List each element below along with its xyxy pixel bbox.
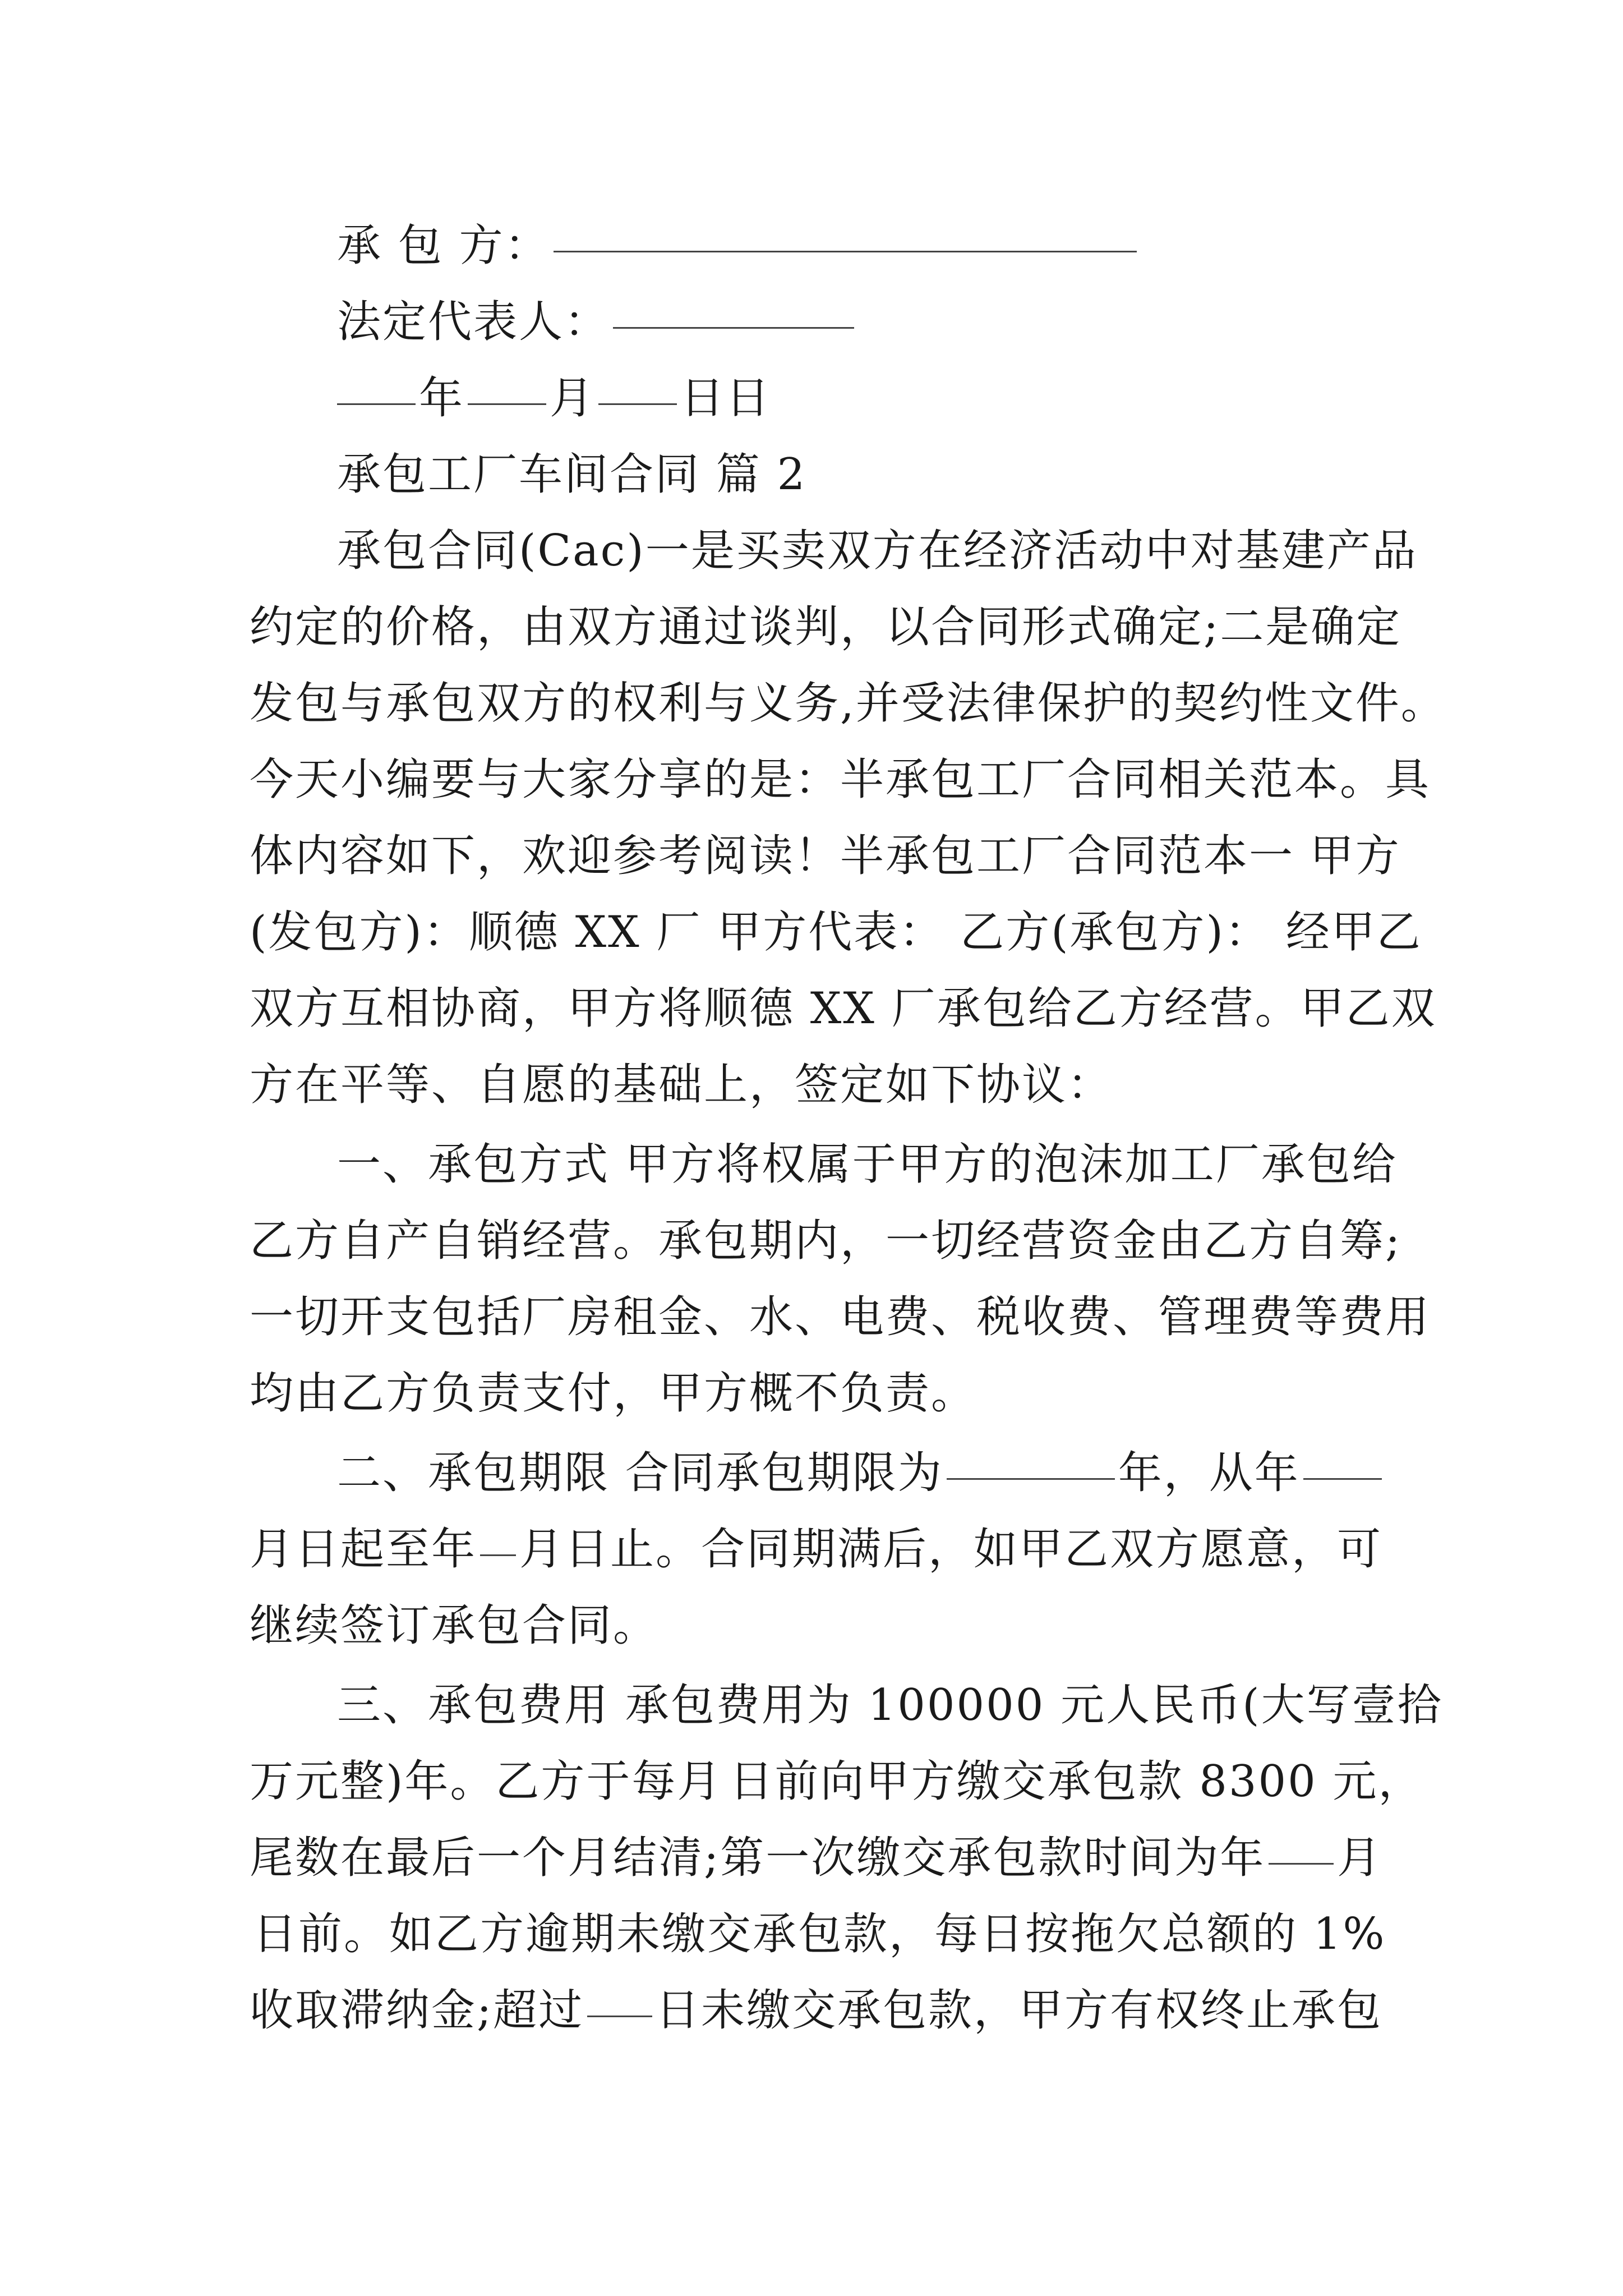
date-line — [250, 360, 1382, 436]
clause-2-line-2 — [250, 1511, 1382, 1588]
month-label: 月 — [550, 373, 596, 424]
first-payment-month-blank — [1269, 1852, 1334, 1865]
clause-3-line-4 — [250, 1896, 1386, 1972]
document-page — [250, 208, 1446, 2049]
intro-line: 方在平等、自愿的基础上，签定如下协议： — [250, 1060, 1113, 1110]
intro-line: 双方互相协商，甲方将顺德 XX 厂承包给乙方经营。甲乙双 — [250, 983, 1437, 1034]
clause-1 — [250, 1126, 1431, 1432]
intro-line: (发包方)：顺德 XX 厂 甲方代表： 乙方(承包方)： 经甲乙 — [250, 907, 1422, 958]
clause-1-line: 乙方自产自销经营。承包期内，一切经营资金由乙方自筹; — [250, 1216, 1402, 1266]
clause-3 — [250, 1667, 1443, 2049]
day-label: 日日 — [680, 373, 772, 424]
clause-2-text-b: 年，从年 — [1118, 1448, 1300, 1498]
clause-3-line-5 — [250, 1972, 1382, 2049]
clause-3-text-a: 万元整)年。乙方于每月 — [250, 1756, 723, 1807]
section-title: 承包工厂车间合同 篇 2 — [337, 449, 807, 500]
overdue-days-blank — [587, 2004, 652, 2017]
clause-1-line: 一切开支包括厂房租金、水、电费、税收费、管理费等费用 — [250, 1292, 1431, 1342]
intro-paragraph — [250, 513, 1446, 1123]
contractor-line — [250, 208, 1382, 284]
contractor-blank — [554, 240, 1137, 252]
intro-line: 体内容如下，欢迎参考阅读！半承包工厂合同范本一 甲方 — [250, 831, 1401, 881]
clause-2-text-c: 月日起至年 — [250, 1524, 477, 1575]
clause-3-text-d: 月 — [1336, 1833, 1382, 1883]
clause-3-text-g: 日未缴交承包款，甲方有权终止承包 — [655, 1985, 1382, 2036]
start-year-blank — [1303, 1467, 1382, 1480]
clause-3-line-1: 三、承包费用 承包费用为 100000 元人民币(大写壹拾 — [337, 1680, 1443, 1731]
month-blank — [468, 392, 546, 405]
clause-1-line: 一、承包方式 甲方将权属于甲方的泡沫加工厂承包给 — [337, 1139, 1398, 1190]
clause-3-text-c: 尾数在最后一个月结清;第一次缴交承包款时间为年 — [250, 1833, 1266, 1883]
intro-line: 约定的价格，由双方通过谈判，以合同形式确定;二是确定 — [250, 602, 1402, 652]
clause-1-line: 均由乙方负责支付，甲方概不负责。 — [250, 1368, 977, 1419]
intro-line: 发包与承包双方的权利与义务,并受法律保护的契约性文件。 — [250, 678, 1446, 729]
clause-3-line-3 — [250, 1820, 1382, 1896]
year-blank — [337, 392, 416, 405]
day-blank — [598, 392, 677, 405]
clause-2-text-d: 月日止。合同期满后，如甲乙双方愿意，可 — [519, 1524, 1382, 1575]
contractor-label: 承 包 方： — [337, 220, 550, 271]
clause-3-text-e: 日前。如乙方逾期未缴交承包款，每日按拖欠总额的 1% — [253, 1909, 1386, 1959]
term-years-blank — [947, 1467, 1115, 1480]
clause-2-line-3: 继续签订承包合同。 — [250, 1600, 659, 1651]
clause-2 — [250, 1435, 1382, 1664]
clause-3-text-b: 日前向甲方缴交承包款 8300 元， — [729, 1756, 1424, 1807]
clause-3-text-f: 收取滞纳金;超过 — [250, 1985, 584, 2036]
clause-2-text-a: 二、承包期限 合同承包期限为 — [337, 1448, 943, 1498]
intro-line: 今天小编要与大家分享的是：半承包工厂合同相关范本。具 — [250, 754, 1431, 805]
end-year-blank — [480, 1543, 516, 1556]
legal-rep-blank — [613, 316, 854, 329]
clause-2-line-1 — [250, 1435, 1382, 1511]
clause-3-line-2 — [250, 1743, 1424, 1820]
intro-line: 承包合同(Cac)一是买卖双方在经济活动中对基建产品 — [337, 526, 1418, 576]
year-label: 年 — [419, 373, 465, 424]
legal-rep-label: 法定代表人： — [337, 297, 610, 347]
legal-rep-line — [250, 284, 1382, 360]
